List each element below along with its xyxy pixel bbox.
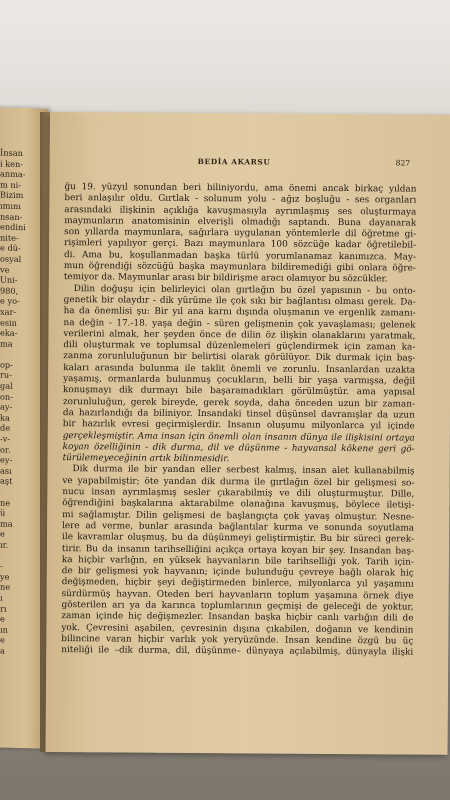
left-page-fragment: m ni- [0, 179, 22, 190]
left-page-fragment: rı [0, 603, 7, 614]
left-page-fragment: e [0, 613, 5, 624]
left-page-fragment: ve [0, 264, 10, 275]
text-line: zorunluluğun, gerek bireyde, gerek soyda, daha önceden uzun bir zaman- [62, 396, 416, 410]
text-line: yok. Çevresini aşabilen, çevresinin dışına çıkabilen, doğanın ve kendinin [61, 622, 414, 636]
left-page-fragment: ka [0, 412, 10, 423]
left-page-fragment: ne [0, 581, 11, 593]
left-page-fragment: ne [0, 497, 11, 508]
left-page-fragment: ası [0, 465, 12, 476]
text-line: de bir gelişmesi yok hayvanın; içinde bulunduğu çevreye bağlı olarak hiç [61, 566, 414, 579]
text-line: Dilin doğuşu için belirleyici olan gırtlağın bu özel yapısının - bu onto- [73, 283, 416, 297]
text-line: mi sağlamıştır. Dilin gelişmesi de başlangıçta çok yavaş olmuştur. Nesne- [62, 509, 415, 523]
text-line: türülemeyeceğinin artık bilinmesidir. [62, 453, 230, 465]
text-line: da hazırlandığı da biliniyor. İnsandaki tinsel düşünsel davranışlar da uzun [62, 408, 415, 421]
left-page-fragment: ır. [0, 539, 9, 550]
text-line: ile kavramlar oluşmuş, bu da düşünmeyi geliştirmiştir. Bu bir süreci gerek- [61, 532, 415, 545]
text-line: ğu 19. yüzyıl sonundan beri biliniyordu, ama önemi ancak birkaç yıldan [64, 182, 417, 195]
left-page-fragment: -v- [0, 433, 11, 444]
left-page-fragment: ın [0, 624, 8, 635]
left-page-fragment: a [0, 645, 5, 656]
text-line: niteliği ile –dik durma, dil, düşünme– dünyaya açılabilmiş, dünyayla ilişki [61, 645, 414, 658]
text-line: ve yapabilmiştir; öte yandan dik durma ile gırtlağın özel bir gelişmesi so- [62, 475, 415, 489]
left-page-fragment: e [0, 528, 5, 539]
text-line: Dik durma ile bir yandan eller serbest kalmış, insan alet kullanabilmiş [72, 464, 415, 477]
body-text [61, 182, 416, 659]
left-page-fragment: e dü- [0, 242, 21, 254]
text-line: değişmeden, hiçbir şeyi değiştirmeden binlerce, milyonlarca yıl yaşamını [61, 577, 414, 590]
text-line: genetik bir olaydır - dik yürüme ile çok sıkı bir bağlantısı olması gerek. Da- [63, 295, 416, 308]
text-line: gerçekleşmiştir. Ama insan için önemli olan insanın dünya ile ilişkisini ortaya [62, 430, 415, 444]
text-line: di. Ama bu, koşullanmadan başka türlü yorumlanamaz kanımızca. May- [63, 249, 417, 263]
text-line: nucu insan ayrımlaşmış sesler çıkarabilmiş ve dili oluşturmuştur. Dille, [62, 487, 415, 500]
left-page-fragment: eka- [0, 327, 18, 339]
text-line: rişimleri yapılıyor gerçi. Bazı maymunlara 100 sözcüğe kadar öğretilebil- [64, 238, 417, 252]
text-line: mun öğrendiği sözcüğü başka maymunlara bildiremediği gibi onlara öğre- [63, 261, 416, 274]
text-line: lere ad verme, bunlar arasında bağlantılar kurma ve sonunda soyutlama [62, 521, 415, 534]
text-line: temiyor da. Maymunlar arası bir bildirişme aracı olamıyor bu sözcükler. [63, 272, 388, 285]
left-page-fragment: aşt [0, 475, 13, 487]
left-page-fragment: 980, [0, 285, 19, 296]
text-line: dili oluşturmak ve toplumsal düzenlemeleri güçlendirmek için zaman ka- [63, 340, 416, 353]
left-page-fragment: ye [0, 571, 10, 582]
text-line: zanma zorunluluğunun bir belirtisi olarak görülüyor. Dik durmak için baş- [63, 351, 416, 365]
left-page-fragment: osyal [0, 253, 22, 264]
text-line: sürdürmüş hayvan. Öteden beri hayvanların toplum yaşamına örnek diye [61, 588, 414, 602]
text-line: öğrendiğini başkalarına aktarabilme olanağına kavuşmuş, böylece iletişi- [62, 498, 415, 511]
text-line: yaşamış, ormanlarda bulunmuş çocukların, belli bir yaşa varmışsa, değil [63, 374, 416, 387]
left-page-fragment: ü [0, 507, 6, 518]
left-page-fragment: ımını [0, 200, 21, 211]
left-page-fragment: e [0, 634, 5, 645]
running-head: BEDİA AKARSU [197, 157, 271, 167]
left-page-fragment: op- [0, 359, 13, 370]
text-line: kaları arasında bulunma ile taklit önemli ve zorunlu. İnsanlardan uzakta [63, 362, 416, 376]
left-page-fragment: ma [0, 518, 13, 529]
left-page-fragment: on- [0, 391, 13, 402]
text-line: gösterilen arı ya da karınca toplumlarının geçmişi de geleceği de yoktur, [61, 600, 414, 613]
left-page-fragment: de [0, 422, 11, 434]
page-number: 827 [395, 158, 411, 168]
text-line: bir hazırlık evresi geçirmişlerdir. İnsanın oluşumu milyonlarca yıl içinde [62, 419, 415, 432]
text-line: zaman içinde hiç değişmezler. İnsandan başka hiçbir canlı varlığın dili de [61, 611, 414, 624]
page-header [50, 156, 450, 171]
left-page-fragment: endini [0, 221, 26, 233]
text-line: verilerini almak, her şeyden önce de dilin öz ilişkin olanaklarını yaratmak, [63, 328, 416, 342]
text-line: koyan özelliğinin - dik durma, dil ve düşünme - hayvansal kökene geri gö- [62, 441, 415, 455]
text-line: na değin - 17.-18. yaşa değin - süren gelişmenin çok yavaşlaması; gelenek [63, 317, 416, 331]
text-line: ha da önemlisi şu: Bir yıl ana karnı dışında oluşmanın ve ergenlik zamanı- [63, 306, 416, 319]
text-line: son yıllarda maymunlara, sağırlara uygulanan yöntemlerle dil öğretme gi- [64, 227, 417, 240]
left-page-fragment: nsan- [0, 211, 23, 222]
text-line: beri anlaşılır oldu. Gırtlak - solunum yolu - ağız boşluğu - ses organları [64, 193, 417, 206]
left-page-fragment: ru- [0, 369, 12, 381]
left-page-fragment: Bizim [0, 189, 24, 201]
left-page-fragment: gal [0, 380, 13, 391]
text-line: ka hiçbir varlığın, en yüksek hayvanların bile tarihselliği yok. Tarih için- [61, 554, 414, 568]
text-line: tirir. Bu da insanın tarihselliğini açıkça ortaya koyan bir şey. İnsandan baş- [61, 543, 414, 557]
text-line: konuşmayı dik durmayı bile başaramadıkları görülmüştür. ama yapısal [63, 385, 416, 398]
left-page-fragment: or. [0, 444, 11, 455]
text-line: bilincine varan hiçbir varlık yok yeryüzünde. İnsan kendine özgü bu üç [61, 633, 414, 647]
left-page-fragment: e yo- [0, 295, 20, 307]
text-line: maymunların anatomisinin elverişli olmadığı saptandı. Buna dayanarak [64, 215, 417, 229]
left-page-fragment: İnsan [0, 147, 23, 159]
left-page-fragment: Uni- [0, 274, 18, 286]
left-page-fragment: esin [0, 316, 17, 328]
left-page-fragment: ma [0, 338, 13, 349]
left-page-fragment: i ken- [0, 158, 24, 169]
left-page-fragment: - [0, 560, 3, 571]
left-page-text [0, 147, 44, 657]
left-page-fragment: ı [0, 592, 3, 603]
text-line: arasındaki ilişkinin açıklığa kavuşmasıyla ayrımlaşmış ses oluşturmaya [64, 204, 417, 218]
right-page [46, 112, 450, 755]
left-page-fragment: anma- [0, 168, 26, 180]
left-page-fragment: ey- [0, 454, 13, 466]
left-page-fragment: ay- [0, 401, 13, 413]
left-page-fragment: nite- [0, 232, 19, 243]
left-page-fragment: xar- [0, 306, 17, 317]
